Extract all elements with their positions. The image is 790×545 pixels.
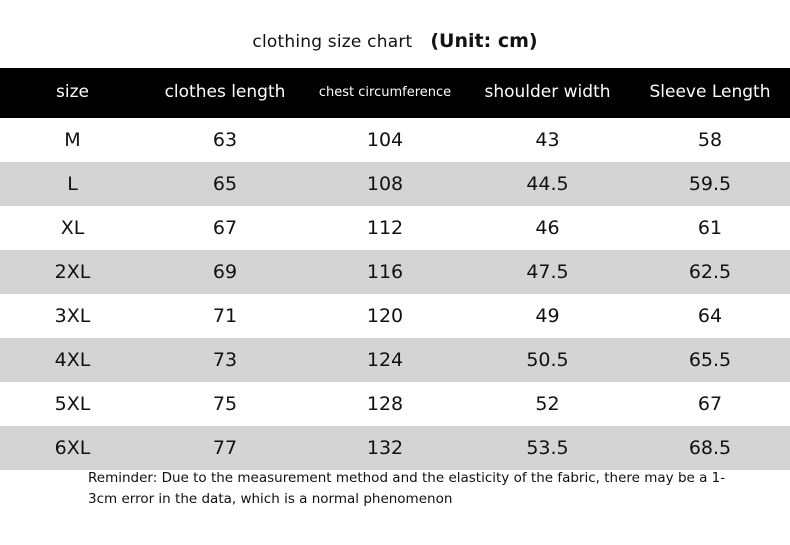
cell-shoulder-width: 47.5: [526, 261, 569, 283]
column-header-chest-circumference: chest circumference: [318, 84, 452, 100]
table-row: [0, 338, 790, 382]
table-row: [0, 382, 790, 426]
table-row: [0, 294, 790, 338]
cell-sleeve-length: 61: [697, 217, 723, 239]
cell-chest-circumference: 120: [366, 305, 404, 327]
cell-sleeve-length: 68.5: [688, 437, 732, 459]
column-header-clothes-length: clothes length: [164, 82, 286, 103]
cell-clothes-length: 73: [212, 349, 238, 371]
chart-title-row: [0, 30, 790, 66]
cell-size: M: [64, 129, 81, 151]
table-row: [0, 162, 790, 206]
cell-shoulder-width: 52: [535, 393, 560, 415]
cell-shoulder-width: 44.5: [526, 173, 569, 195]
cell-clothes-length: 71: [212, 305, 238, 327]
cell-chest-circumference: 132: [366, 437, 404, 459]
size-chart-table: [0, 68, 790, 470]
table-row: [0, 250, 790, 294]
table-row: [0, 206, 790, 250]
cell-shoulder-width: 49: [535, 305, 560, 327]
measurement-note: Reminder: Due to the measurement method and the elasticity of the fabric, there may be a 1-3cm error in the data, which is a normal phenomenon: [88, 470, 726, 507]
cell-chest-circumference: 112: [366, 217, 404, 239]
table-body: [0, 118, 790, 470]
cell-chest-circumference: 124: [366, 349, 404, 371]
cell-sleeve-length: 62.5: [688, 261, 732, 283]
cell-chest-circumference: 128: [366, 393, 404, 415]
cell-shoulder-width: 53.5: [526, 437, 569, 459]
cell-size: 3XL: [54, 305, 91, 327]
column-header-size: size: [56, 82, 89, 103]
cell-sleeve-length: 64: [697, 305, 723, 327]
cell-sleeve-length: 58: [697, 129, 723, 151]
cell-clothes-length: 67: [212, 217, 238, 239]
cell-clothes-length: 69: [212, 261, 238, 283]
cell-sleeve-length: 67: [697, 393, 723, 415]
cell-size: 2XL: [54, 261, 91, 283]
cell-clothes-length: 63: [212, 129, 238, 151]
table-row: [0, 426, 790, 470]
table-row: [0, 118, 790, 162]
cell-size: 6XL: [54, 437, 91, 459]
table-header: [0, 68, 790, 118]
page-title: clothing size chart: [252, 32, 413, 52]
cell-size: XL: [60, 217, 85, 239]
cell-sleeve-length: 59.5: [688, 173, 732, 195]
cell-chest-circumference: 116: [366, 261, 404, 283]
cell-shoulder-width: 46: [535, 217, 560, 239]
cell-shoulder-width: 43: [535, 129, 560, 151]
cell-shoulder-width: 50.5: [526, 349, 569, 371]
cell-size: L: [67, 173, 78, 195]
cell-clothes-length: 75: [212, 393, 238, 415]
column-header-sleeve-length: Sleeve Length: [649, 82, 771, 103]
cell-size: 4XL: [54, 349, 91, 371]
cell-chest-circumference: 104: [366, 129, 404, 151]
cell-chest-circumference: 108: [366, 173, 404, 195]
cell-size: 5XL: [54, 393, 91, 415]
column-header-shoulder-width: shoulder width: [484, 82, 611, 103]
unit-label: (Unit: cm): [430, 30, 538, 52]
cell-clothes-length: 65: [212, 173, 238, 195]
cell-clothes-length: 77: [212, 437, 238, 459]
cell-sleeve-length: 65.5: [688, 349, 732, 371]
table-header-row: [0, 68, 790, 118]
